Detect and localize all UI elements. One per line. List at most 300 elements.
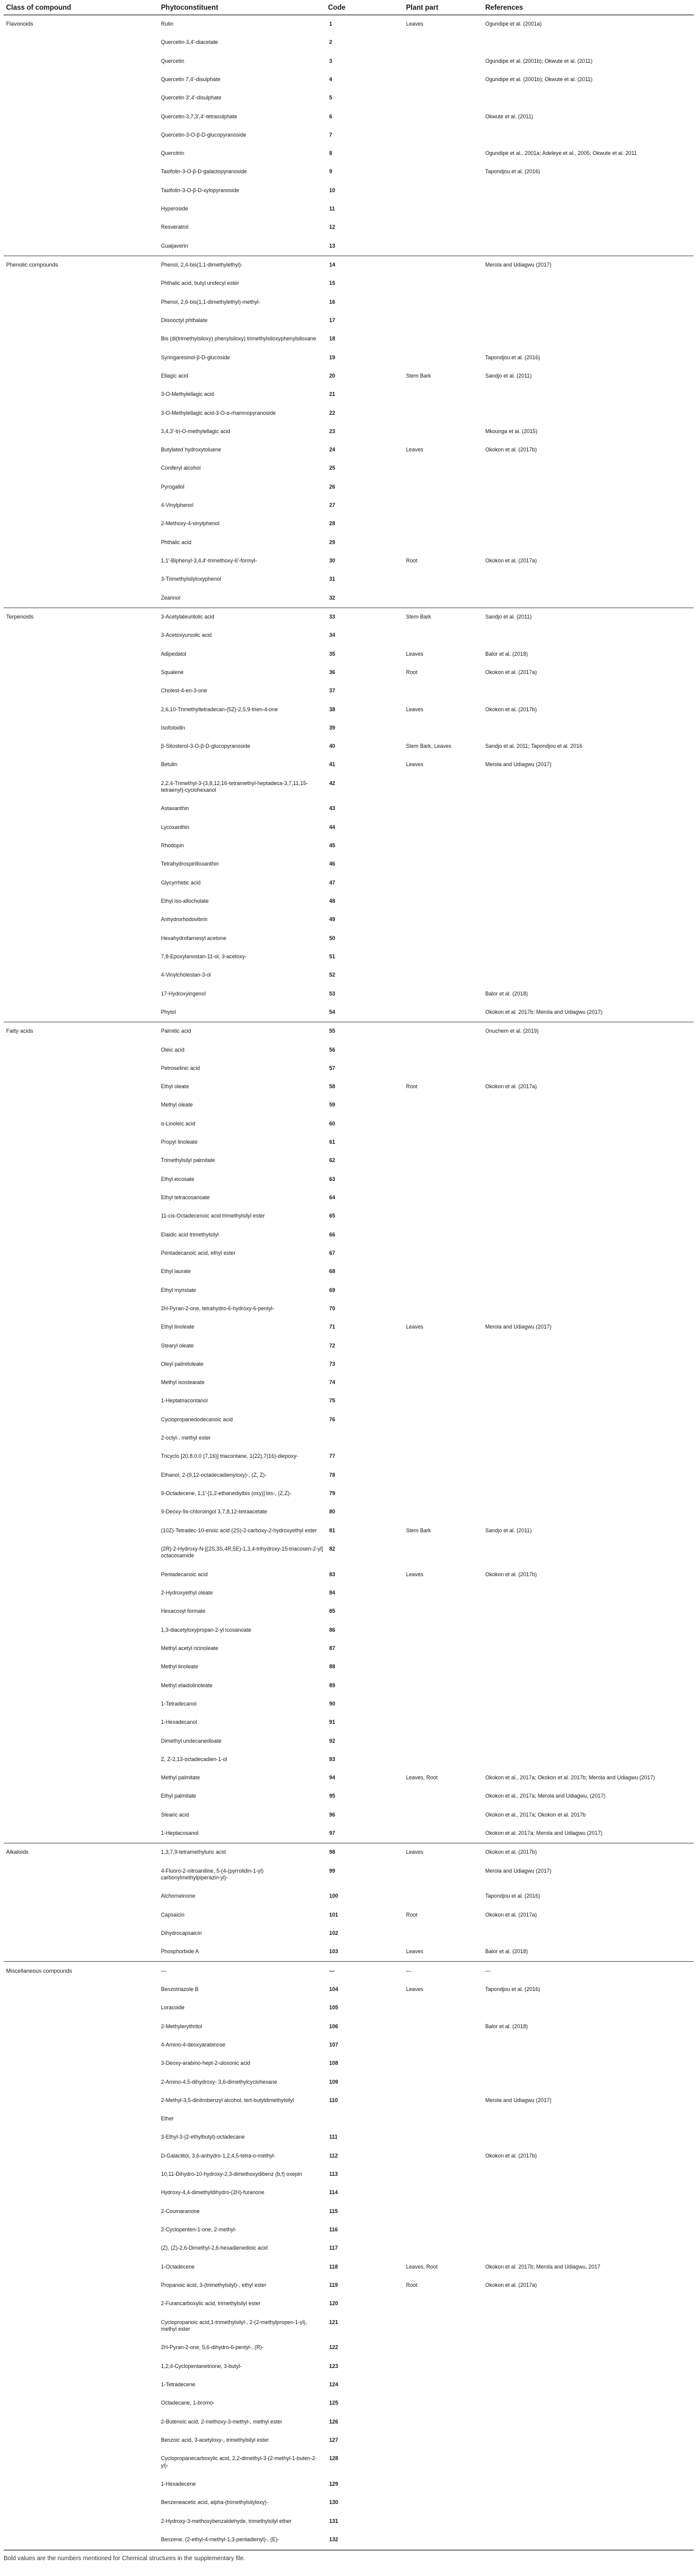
cell-plant-part [404,948,483,966]
cell-class-of-compound [4,1999,158,2017]
cell-class-of-compound [4,1695,158,1713]
cell-phytoconstituent: 3-Acetylaleuritolic acid [158,608,326,626]
cell-code: 124 [329,2381,338,2388]
cell-phytoconstituent: Palmitic acid [158,1022,326,1041]
table-row [4,966,694,985]
cell-plant-part [404,1466,483,1484]
cell-reference: Sandjo et al. (2011) [485,372,532,379]
cell-plant-part [404,1003,483,1022]
cell-class-of-compound [4,818,158,836]
cell-class-of-compound [4,2413,158,2431]
cell-plant-part [404,1207,483,1225]
cell-plant-part: — [404,1962,483,1981]
cell-plant-part [404,1114,483,1133]
cell-phytoconstituent: Hydroxy-4,4-dimethyldihydro-(2H)-furanone [161,2189,265,2196]
cell-code: 28 [329,520,335,527]
cell-class-of-compound [4,1824,158,1843]
table-header [4,0,694,15]
cell-phytoconstituent: Phytol [161,1008,176,1015]
cell-class-of-compound [4,1336,158,1355]
cell-class-of-compound [4,478,158,496]
cell-phytoconstituent: Loracoide [161,2004,185,2011]
cell-phytoconstituent: 11-cis-Octadecenoic acid trimethylsilyl ester [161,1213,265,1219]
table-row [4,608,694,626]
cell-phytoconstituent: 3-O-Methylellagic acid-3-O-α-rhamnopyranoside [161,409,276,416]
cell-reference [483,404,694,422]
cell-reference [483,966,694,985]
cell-code: 115 [329,2208,338,2214]
cell-reference: Mkounga et al. (2015) [485,428,538,434]
cell-class-of-compound [4,404,158,422]
cell-reference [483,2110,694,2128]
cell-reference [483,515,694,533]
cell-plant-part [404,1584,483,1602]
table-row [4,2530,694,2549]
cell-reference: Okokon et al. (2017b) [485,1571,537,1577]
cell-plant-part [404,52,483,70]
cell-reference [483,1640,694,1658]
cell-plant-part [404,330,483,348]
cell-code: 15 [329,280,335,287]
cell-code: 22 [329,409,335,416]
cell-reference [483,386,694,404]
cell-plant-part [404,312,483,330]
table-row [4,737,694,756]
cell-code: 82 [329,1545,335,1552]
cell-phytoconstituent: Stearic acid [161,1811,189,1818]
cell-plant-part [404,911,483,929]
cell-class-of-compound [4,126,158,144]
table-row [4,2413,694,2431]
cell-phytoconstituent: Hexacosyl formate [161,1608,205,1615]
cell-code: 80 [329,1509,335,1515]
cell-class-of-compound [4,2147,158,2165]
table-row [4,1621,694,1639]
table-row [4,163,694,181]
cell-plant-part [404,2036,483,2054]
cell-plant-part [404,107,483,126]
cell-code: 94 [329,1774,335,1781]
cell-code: 3 [329,57,332,64]
cell-code: 66 [329,1231,335,1238]
table-row [4,145,694,163]
table-row [4,1152,694,1170]
cell-plant-part [404,2450,483,2475]
cell-code: 46 [329,861,335,867]
cell-reference [483,2184,694,2202]
cell-reference: Okokon et al. (2017b) [483,1843,694,1862]
cell-code: 45 [329,842,335,849]
cell-reference [483,237,694,256]
cell-code: 72 [329,1342,335,1349]
table-row [4,1355,694,1373]
cell-reference: Merola and Udiagwu (2017) [485,2097,552,2103]
cell-code: 84 [329,1590,335,1596]
table-row [4,645,694,663]
cell-phytoconstituent: Stearyl oleate [161,1342,194,1349]
cell-reference [483,293,694,311]
cell-plant-part: Stem Bark [406,372,432,379]
cell-plant-part [404,2376,483,2394]
cell-code: 23 [329,428,335,434]
cell-class-of-compound [4,1713,158,1732]
cell-reference: Tapondjou et al. (2016) [485,168,540,175]
cell-code: 109 [329,2078,338,2085]
table-row [4,1374,694,1392]
table-row [4,1299,694,1318]
cell-phytoconstituent: Z, Z-2,13-octadecadien-1-ol [161,1756,227,1762]
cell-phytoconstituent: Capsaicin [161,1911,185,1918]
cell-plant-part [404,1695,483,1713]
table-row [4,1584,694,1602]
cell-reference [483,1170,694,1188]
cell-plant-part [404,34,483,52]
cell-phytoconstituent: 1-Heptacosanol [161,1830,199,1837]
cell-code [326,2110,404,2128]
table-row [4,1658,694,1676]
cell-class-of-compound [4,2073,158,2091]
cell-class-of-compound [4,386,158,404]
cell-class-of-compound [4,107,158,126]
cell-plant-part [404,200,483,218]
cell-phytoconstituent: 1-Hexadecanol [161,1719,198,1726]
cell-plant-part [404,1750,483,1768]
cell-reference: Okokon et al., 2017a; Merola and Udiagwu, (2017) [485,1793,606,1799]
cell-reference: Tapondjou et al. (2016) [485,1893,540,1900]
cell-phytoconstituent: 2-Methoxy-4-vinylphenol [161,520,219,527]
cell-class-of-compound [4,34,158,52]
cell-plant-part [404,855,483,874]
cell-code: 47 [329,879,335,886]
table-row [4,2073,694,2091]
cell-class-of-compound [4,1281,158,1299]
table-row [4,985,694,1003]
cell-phytoconstituent: Oleyl palmitoleate [161,1360,204,1367]
cell-code: 41 [329,761,335,768]
cell-phytoconstituent: 9-Deoxy-9x-chloroingol 3,7,8,12-tetraacetate [161,1509,268,1515]
cell-plant-part [404,533,483,551]
cell-reference [483,1041,694,1059]
cell-class-of-compound [4,2475,158,2493]
cell-reference: Sandjo et al. 2011; Tapondjou et al. 2016 [485,743,583,750]
cell-reference: Tapondjou et al. (2016) [485,1986,540,1992]
cell-reference [483,330,694,348]
table-row [4,1114,694,1133]
cell-phytoconstituent: Resveratrol [161,224,188,231]
table-row [4,70,694,88]
table-row [4,1244,694,1263]
cell-code: 33 [326,608,404,626]
cell-reference [483,1466,694,1484]
table-row [4,1003,694,1022]
cell-reference [483,1540,694,1566]
cell-code: 110 [329,2097,338,2103]
header-plant-part: Plant part [404,0,483,15]
cell-reference [483,478,694,496]
cell-code: 117 [329,2245,338,2251]
cell-reference [483,1429,694,1448]
cell-class-of-compound [4,2110,158,2128]
cell-plant-part: Stem Bark [406,1527,432,1534]
cell-code: — [326,1962,404,1981]
cell-phytoconstituent: 4-Fluoro-2-nitroaniline, 5-(4-(pyrrolidin-1-yl) carbonylmethylpiperazin-yl)- [161,1867,264,1881]
table-row [4,2147,694,2165]
table-row [4,330,694,348]
cell-class-of-compound [4,1906,158,1924]
cell-code: 17 [329,317,335,323]
cell-phytoconstituent: Astaxanthin [161,805,189,812]
table-row [4,1466,694,1484]
cell-class-of-compound [4,589,158,608]
cell-phytoconstituent: (Z), (Z)-2,6-Dimethyl-2,6-hexadienedioic acid [161,2245,268,2251]
cell-plant-part [404,1022,483,1041]
cell-reference [483,1355,694,1373]
cell-plant-part [404,1429,483,1448]
cell-plant-part [404,89,483,107]
cell-plant-part [404,2494,483,2512]
cell-phytoconstituent: Glycyrrhetic acid [161,879,201,886]
cell-plant-part [404,892,483,911]
cell-plant-part [404,1059,483,1077]
cell-reference [483,719,694,737]
cell-phytoconstituent: Rutin [158,15,326,34]
cell-plant-part [404,163,483,181]
table-row [4,274,694,293]
cell-phytoconstituent: 2-Furancarboxylic acid, trimethylsilyl ester [161,2300,261,2307]
cell-code: 123 [329,2363,338,2369]
cell-reference [483,1133,694,1152]
cell-plant-part [404,2184,483,2202]
cell-class-of-compound [4,552,158,570]
cell-reference [483,34,694,52]
cell-phytoconstituent: 1-Hexadecene [161,2480,196,2487]
cell-plant-part [404,1133,483,1152]
cell-class-of-compound [4,1189,158,1207]
cell-reference [483,2512,694,2530]
cell-reference: Balor et al. (2018) [485,650,528,657]
cell-code: 88 [329,1663,335,1670]
cell-class-of-compound [4,719,158,737]
cell-code: 96 [329,1811,335,1818]
cell-phytoconstituent: Cyclopropanedodecanoic acid [161,1416,233,1423]
cell-code: 68 [329,1268,335,1275]
cell-class-of-compound [4,293,158,311]
cell-plant-part [404,348,483,367]
cell-class-of-compound [4,1429,158,1448]
cell-reference [483,126,694,144]
cell-code: 104 [329,1986,338,1992]
cell-reference: Merola and Udiagwu (2017) [483,256,694,274]
cell-reference [483,312,694,330]
cell-code [326,1429,404,1448]
cell-plant-part [404,386,483,404]
table-row [4,1676,694,1695]
table-row [4,1503,694,1521]
cell-plant-part [404,2147,483,2165]
cell-reference [483,874,694,892]
cell-phytoconstituent: Phthalic acid [161,539,191,545]
table-row [4,1096,694,1114]
cell-code: 53 [329,990,335,997]
table-row [4,2276,694,2295]
cell-reference [483,1732,694,1750]
table-row [4,2431,694,2449]
cell-reference [483,1263,694,1281]
cell-plant-part: Leaves [404,15,483,34]
cell-class-of-compound [4,1503,158,1521]
cell-code: 14 [326,256,404,274]
cell-class-of-compound [4,1448,158,1466]
cell-class-of-compound [4,2184,158,2202]
cell-reference [483,1189,694,1207]
cell-class-of-compound [4,2202,158,2220]
cell-plant-part [404,800,483,818]
cell-reference: Balor et al. (2018) [485,2023,528,2029]
table-row [4,929,694,947]
cell-code: 25 [329,465,335,472]
cell-plant-part [404,719,483,737]
cell-phytoconstituent: Methyl palmitate [161,1774,201,1781]
cell-class-of-compound [4,2258,158,2276]
cell-plant-part [404,404,483,422]
cell-code: 102 [329,1930,338,1937]
cell-code: 21 [329,391,335,398]
cell-reference [483,1658,694,1676]
table-row [4,459,694,478]
cell-reference [483,1925,694,1943]
table-row [4,874,694,892]
cell-plant-part [404,1189,483,1207]
cell-phytoconstituent: Rhodopin [161,842,184,849]
cell-code: 126 [329,2418,338,2425]
cell-reference: Ogundipe et al., 2001a; Adeleye et al., 2005; Okwute et al. 2011 [485,150,637,157]
cell-class-of-compound [4,89,158,107]
cell-reference [483,181,694,199]
cell-reference [483,1374,694,1392]
table-row [4,1750,694,1768]
header-code: Code [326,0,404,15]
cell-class-of-compound [4,2165,158,2184]
cell-code: 69 [329,1286,335,1293]
cell-class-of-compound [4,911,158,929]
cell-plant-part: Leaves [406,1324,424,1330]
cell-reference [483,2339,694,2357]
table-row [4,1769,694,1787]
cell-code: 61 [329,1139,335,1146]
cell-phytoconstituent: Octadecane, 1-bromo- [161,2400,215,2406]
cell-plant-part [404,2413,483,2431]
cell-class-of-compound [4,1041,158,1059]
cell-code: 36 [329,669,335,675]
cell-class-of-compound [4,1466,158,1484]
cell-phytoconstituent: (2R)-2-Hydroxy-N-[(2S,3S,4R,5E)-1,3,4-trihydroxy-15-triacosen-2-yl] octacosamide [161,1545,323,1559]
cell-code: 78 [329,1471,335,1478]
cell-reference: Okokon et al., 2017a; Okokon et al. 2017b [485,1811,586,1818]
cell-plant-part [404,570,483,589]
cell-reference: Okokon et al. 2017a; Merola and Udiagwu (2017) [485,1830,603,1837]
cell-reference [483,2530,694,2549]
cell-reference [483,2313,694,2339]
cell-code: 119 [329,2281,338,2288]
table-row [4,200,694,218]
cell-phytoconstituent: Ethyl laurate [161,1268,191,1275]
cell-plant-part: Stem Bark, Leaves [406,743,452,750]
cell-reference [483,2475,694,2493]
cell-code: 106 [329,2023,338,2029]
table-row [4,497,694,515]
table-row [4,570,694,589]
cell-code: 1 [326,15,404,34]
phytoconstituents-table [4,0,694,2549]
table-row [4,2221,694,2239]
cell-class-of-compound [4,837,158,855]
cell-class-of-compound [4,2036,158,2054]
cell-class-of-compound [4,312,158,330]
table-row [4,855,694,874]
table-row [4,1133,694,1152]
cell-plant-part [404,966,483,985]
cell-class-of-compound [4,1676,158,1695]
cell-reference [483,2202,694,2220]
cell-plant-part [404,2017,483,2036]
cell-plant-part: Root [406,2281,418,2288]
cell-plant-part [404,1658,483,1676]
cell-class-of-compound [4,218,158,237]
cell-plant-part [404,1713,483,1732]
cell-reference [483,2054,694,2073]
cell-phytoconstituent: Coniferyl alcohol [161,465,201,472]
table-row [4,1170,694,1188]
cell-phytoconstituent: 2-Hydroxyethyl oleate [161,1590,213,1596]
cell-class-of-compound [4,892,158,911]
cell-plant-part [404,985,483,1003]
cell-class-of-compound [4,533,158,551]
table-row [4,2357,694,2375]
cell-class-of-compound [4,1584,158,1602]
cell-plant-part [404,1392,483,1410]
cell-reference: Onuchem et al. (2019) [483,1022,694,1041]
cell-plant-part [404,2431,483,2449]
cell-phytoconstituent: Pyrogallol [161,483,185,490]
cell-plant-part [404,1041,483,1059]
cell-code: 16 [329,298,335,305]
cell-code: 108 [329,2060,338,2067]
header-references: References [483,0,694,15]
cell-phytoconstituent: Tetrahydrospirilloxanthin [161,861,219,867]
cell-phytoconstituent: Cholest-4-en-3-one [161,687,207,694]
cell-class-of-compound [4,2054,158,2073]
cell-phytoconstituent: (10Z)-Tetradec-10-enoic acid (2S)-2-carboxy-2-hydroxyethyl ester [161,1527,317,1534]
cell-reference [483,2450,694,2475]
cell-phytoconstituent: Phosphorbide A [161,1948,199,1955]
cell-code: 130 [329,2499,338,2506]
cell-code: 81 [329,1527,335,1534]
cell-code: 95 [329,1793,335,1799]
cell-code: 99 [329,1867,335,1874]
table-row [4,1281,694,1299]
cell-phytoconstituent: Bis (di(trimethylsiloxy) phenylsiloxy) trimethylsiloxyphenylsiloxane [161,335,316,342]
cell-code: 65 [329,1213,335,1219]
cell-plant-part [404,2339,483,2357]
cell-phytoconstituent: Ellagic acid [161,372,188,379]
table-row [4,2295,694,2313]
cell-reference: Okokon et al. 2017b; Merola and Udiagwu, 2017 [485,2263,600,2270]
cell-phytoconstituent: Quercetin [161,57,185,64]
cell-reference: Okokon et al. (2017a) [485,1911,537,1918]
table-row [4,837,694,855]
cell-plant-part [404,1096,483,1114]
cell-plant-part [404,2530,483,2549]
